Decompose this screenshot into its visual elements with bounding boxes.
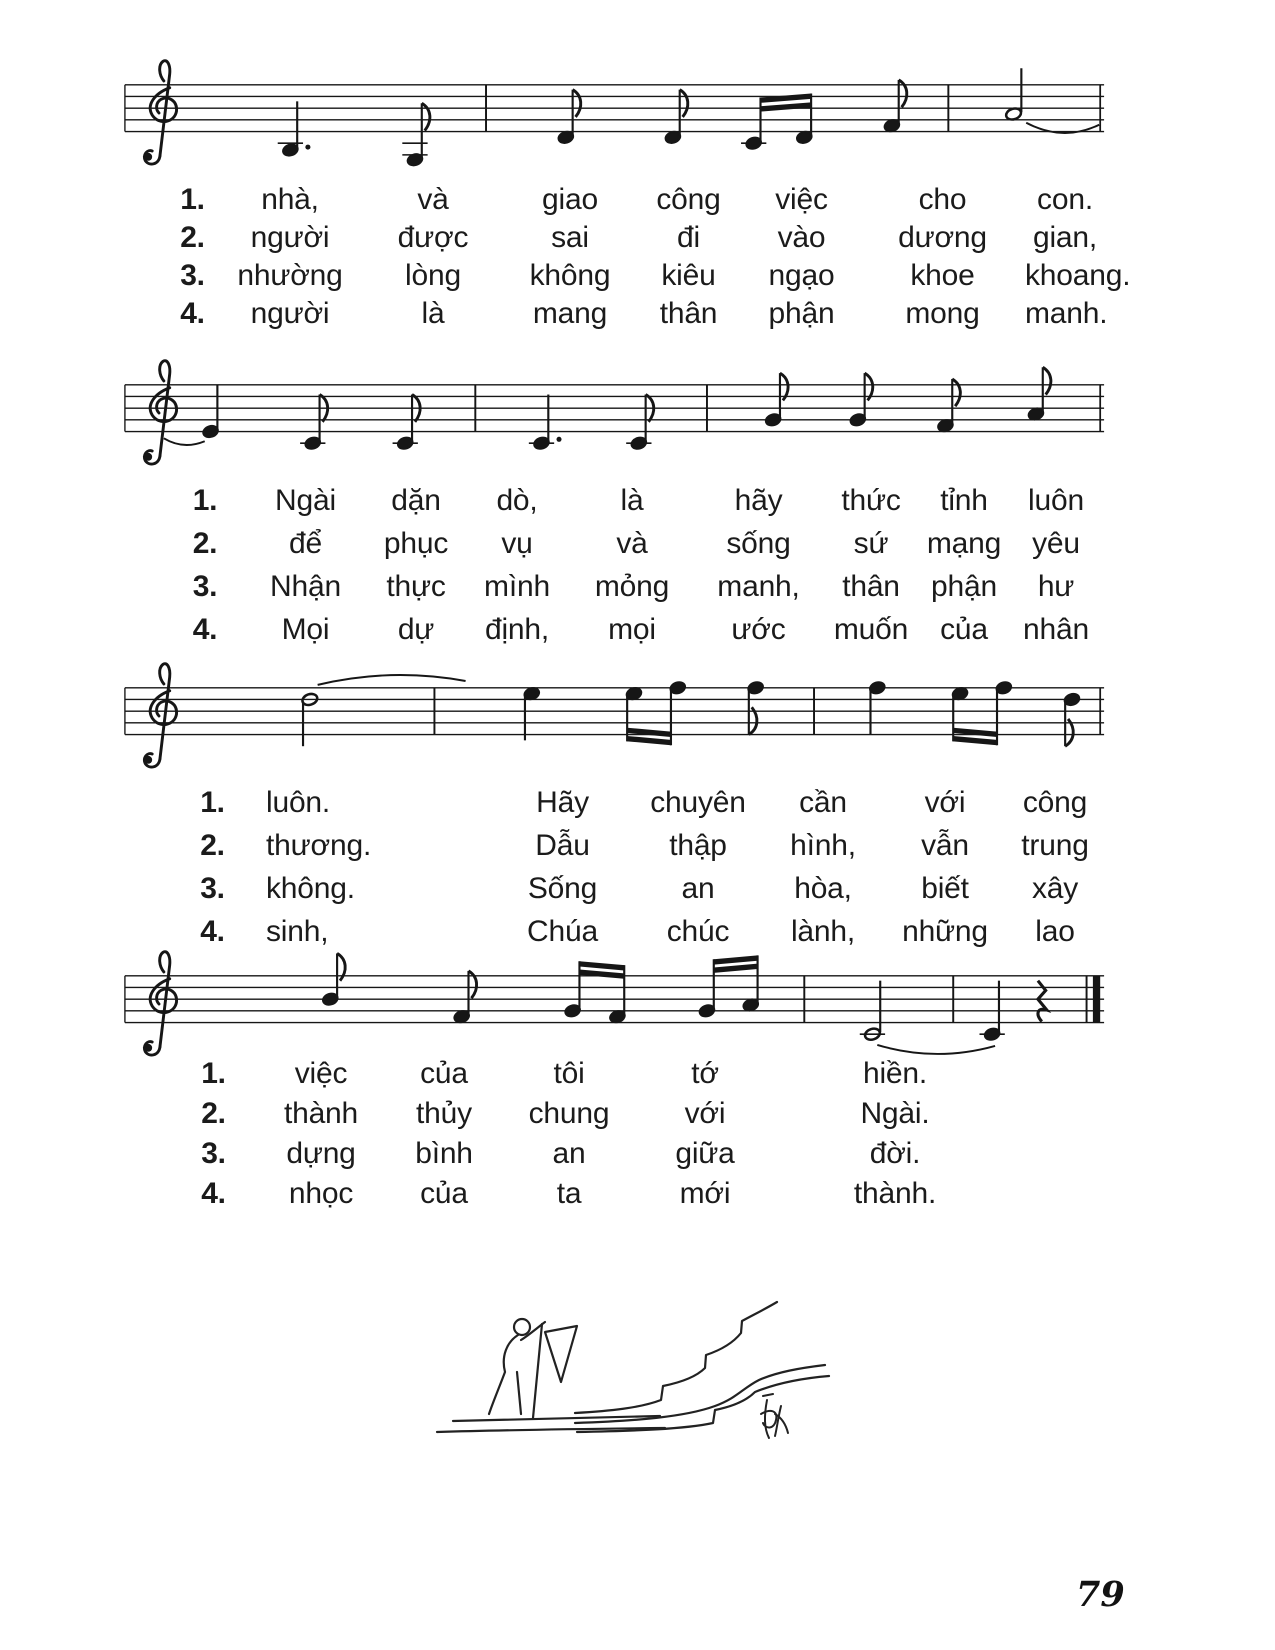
notes-system-1 [278,68,1100,167]
lyrics-system-1 [165,181,1131,333]
lyric-word: hư [1037,569,1075,603]
staff-system-2 [122,341,1107,487]
lyric-word: chúc [666,914,730,948]
lyric-word: mạng [926,526,1002,560]
lyric-word: Sống [527,871,598,905]
lyric-word: dương [898,221,987,254]
lyric-word: ta [556,1177,582,1210]
verse-row [165,824,1105,867]
verse-number: 1. [200,785,225,819]
lyric-word: sai [551,221,589,254]
verse-number: 1. [192,483,218,517]
lyric-word: Mọi [281,612,330,646]
lyric-word: của [940,612,988,646]
lyric-word: an [552,1137,586,1170]
terraced-hills [575,1302,829,1432]
lyric-word: Ngài. [860,1097,930,1130]
verse-row [165,522,1105,565]
lyric-word: phục [383,526,449,560]
lyric-word: là [421,297,445,330]
lyric-word: vụ [501,526,533,560]
lyric-word: yêu [1032,526,1080,560]
staff-lines [125,85,1104,132]
lyric-word: muốn [833,612,909,646]
lyric-word: thân [659,297,718,330]
verse-row [165,1094,1010,1134]
verse-row [165,295,1108,333]
lyric-word: của [420,1057,468,1090]
lyric-word: hình, [790,828,856,862]
lyric-word: manh. [1025,297,1108,330]
verse-number: 2. [200,828,225,862]
lyric-word: mỏng [594,569,670,603]
verse-row [165,181,1105,219]
verse-number: 4. [192,612,218,646]
verse-number: 1. [201,1057,226,1090]
lyric-word: khoang. [1025,259,1131,292]
lyric-word: Dẫu [535,828,590,862]
lyric-word: mọi [608,612,656,646]
lyric-word: được [397,221,469,254]
verse-row [165,1134,1010,1174]
lyrics-system-3 [165,781,1105,953]
notes-system-4 [322,953,1101,1054]
lyric-word: giữa [675,1137,735,1170]
lyric-word: trung [1021,828,1089,862]
lyric-word: với [684,1097,726,1130]
lyric-word: mang [532,297,608,330]
verse-number: 3. [192,569,218,603]
lyric-word: biết [921,871,969,905]
verse-number: 4. [200,914,225,948]
verse-row [165,1174,1010,1214]
lyric-word: hòa, [794,871,852,905]
lyric-word: manh, [717,569,800,603]
lyric-word: Ngài [275,483,336,517]
lyric-word: ngạo [768,259,835,292]
verse-row [165,1054,1010,1094]
artist-signature [761,1394,788,1438]
lyric-word: tớ [691,1057,719,1090]
lyric-word: để [289,526,322,560]
lyric-word: xây [1031,871,1079,905]
lyric-word: chuyên [650,785,746,819]
lyric-word: thương. [266,828,372,862]
lyric-word: mình [484,569,550,603]
lyric-word: tôi [553,1057,585,1090]
lyrics-system-2 [165,479,1105,651]
lyric-word: nhà, [261,183,319,216]
lyric-word: cho [918,183,967,216]
staff-lines [125,385,1104,432]
lyrics-system-4 [165,1054,1010,1214]
verse-number: 4. [201,1177,226,1210]
lyric-word: gian, [1032,221,1098,254]
lyric-word: thập [669,828,727,862]
lyric-word: đời. [869,1137,921,1170]
treble-clef-icon [144,664,176,767]
lyric-word: nhọc [288,1177,354,1210]
staff-system-1 [122,41,1107,187]
lyric-word: định, [484,612,550,646]
lyric-word: ước [731,612,786,646]
verse-row [165,781,1105,824]
lyric-word: việc [294,1057,348,1090]
lyric-word: mong [905,297,980,330]
lyric-word: nhân [1023,612,1089,646]
lyric-word: công [1022,785,1088,819]
verse-number: 1. [180,183,205,216]
lyric-word: luôn. [266,785,331,819]
verse-number: 4. [180,297,205,330]
lyric-word: phận [768,297,835,330]
notes-system-2 [164,367,1100,450]
lyric-word: sinh, [266,914,329,948]
lyric-word: không. [266,871,355,905]
sower-hills-illustration [425,1280,835,1455]
lyric-word: lành, [790,914,856,948]
lyric-word: và [417,183,449,216]
lyric-word: những [902,914,988,948]
lyric-word: bình [415,1137,473,1170]
lyric-word: mới [679,1177,731,1210]
lyric-word: hiền. [862,1057,928,1090]
treble-clef-icon [144,361,176,464]
lyric-word: con. [1037,183,1093,216]
lyric-word: thành. [853,1177,937,1210]
lyric-word: không [529,259,611,292]
lyric-word: phận [931,569,997,603]
lyric-word: Chúa [527,914,598,948]
page-number: 79 [1076,1574,1125,1615]
verse-number: 3. [180,259,205,292]
lyric-word: thân [842,569,900,603]
verse-number: 2. [201,1097,226,1130]
lyric-word: Nhận [270,569,341,603]
lyric-word: là [620,483,644,517]
lyric-word: nhường [237,259,343,292]
lyric-word: hãy [734,483,783,517]
lyric-word: công [656,183,721,216]
walking-figure [489,1319,577,1418]
lyric-word: thực [386,569,446,603]
verse-number: 2. [180,221,205,254]
treble-clef-icon [144,952,176,1055]
lyric-word: người [250,221,330,254]
lyric-word: kiêu [661,259,716,292]
lyric-word: và [616,526,648,560]
lyric-word: sứ [853,526,889,560]
verse-row [165,479,1105,522]
verse-row [165,867,1105,910]
lyric-word: sống [726,526,791,560]
verse-number: 3. [201,1137,226,1170]
lyric-word: vẫn [921,828,969,862]
lyric-word: luôn [1028,483,1084,517]
verse-number: 3. [200,871,225,905]
lyric-word: việc [775,183,828,216]
lyric-word: an [681,871,715,905]
lyric-word: dự [397,612,435,646]
verse-number: 2. [192,526,218,560]
lyric-word: giao [542,183,598,216]
lyric-word: cần [799,785,847,819]
lyric-word: thủy [416,1097,472,1130]
lyric-word: người [250,297,330,330]
verse-row [165,257,1131,295]
lyric-word: dựng [286,1137,356,1170]
lyric-word: Hãy [536,785,589,819]
staff-system-3 [122,644,1107,790]
lyric-word: tỉnh [940,483,988,517]
lyric-word: dặn [391,483,441,517]
lyric-word: thức [841,483,901,517]
lyric-word: khoe [910,259,975,292]
verse-row [165,219,1105,257]
lyric-word: lao [1035,914,1075,948]
lyric-word: đi [677,221,700,254]
treble-clef-icon [144,61,176,164]
lyric-word: vào [777,221,826,254]
final-barline [1093,976,1100,1023]
lyric-word: thành [283,1097,359,1130]
lyric-word: chung [528,1097,610,1130]
verse-row [165,565,1105,608]
lyric-word: dò, [496,483,538,517]
lyric-word: của [420,1177,468,1210]
lyric-word: lòng [405,259,461,292]
lyric-word: với [924,785,966,819]
